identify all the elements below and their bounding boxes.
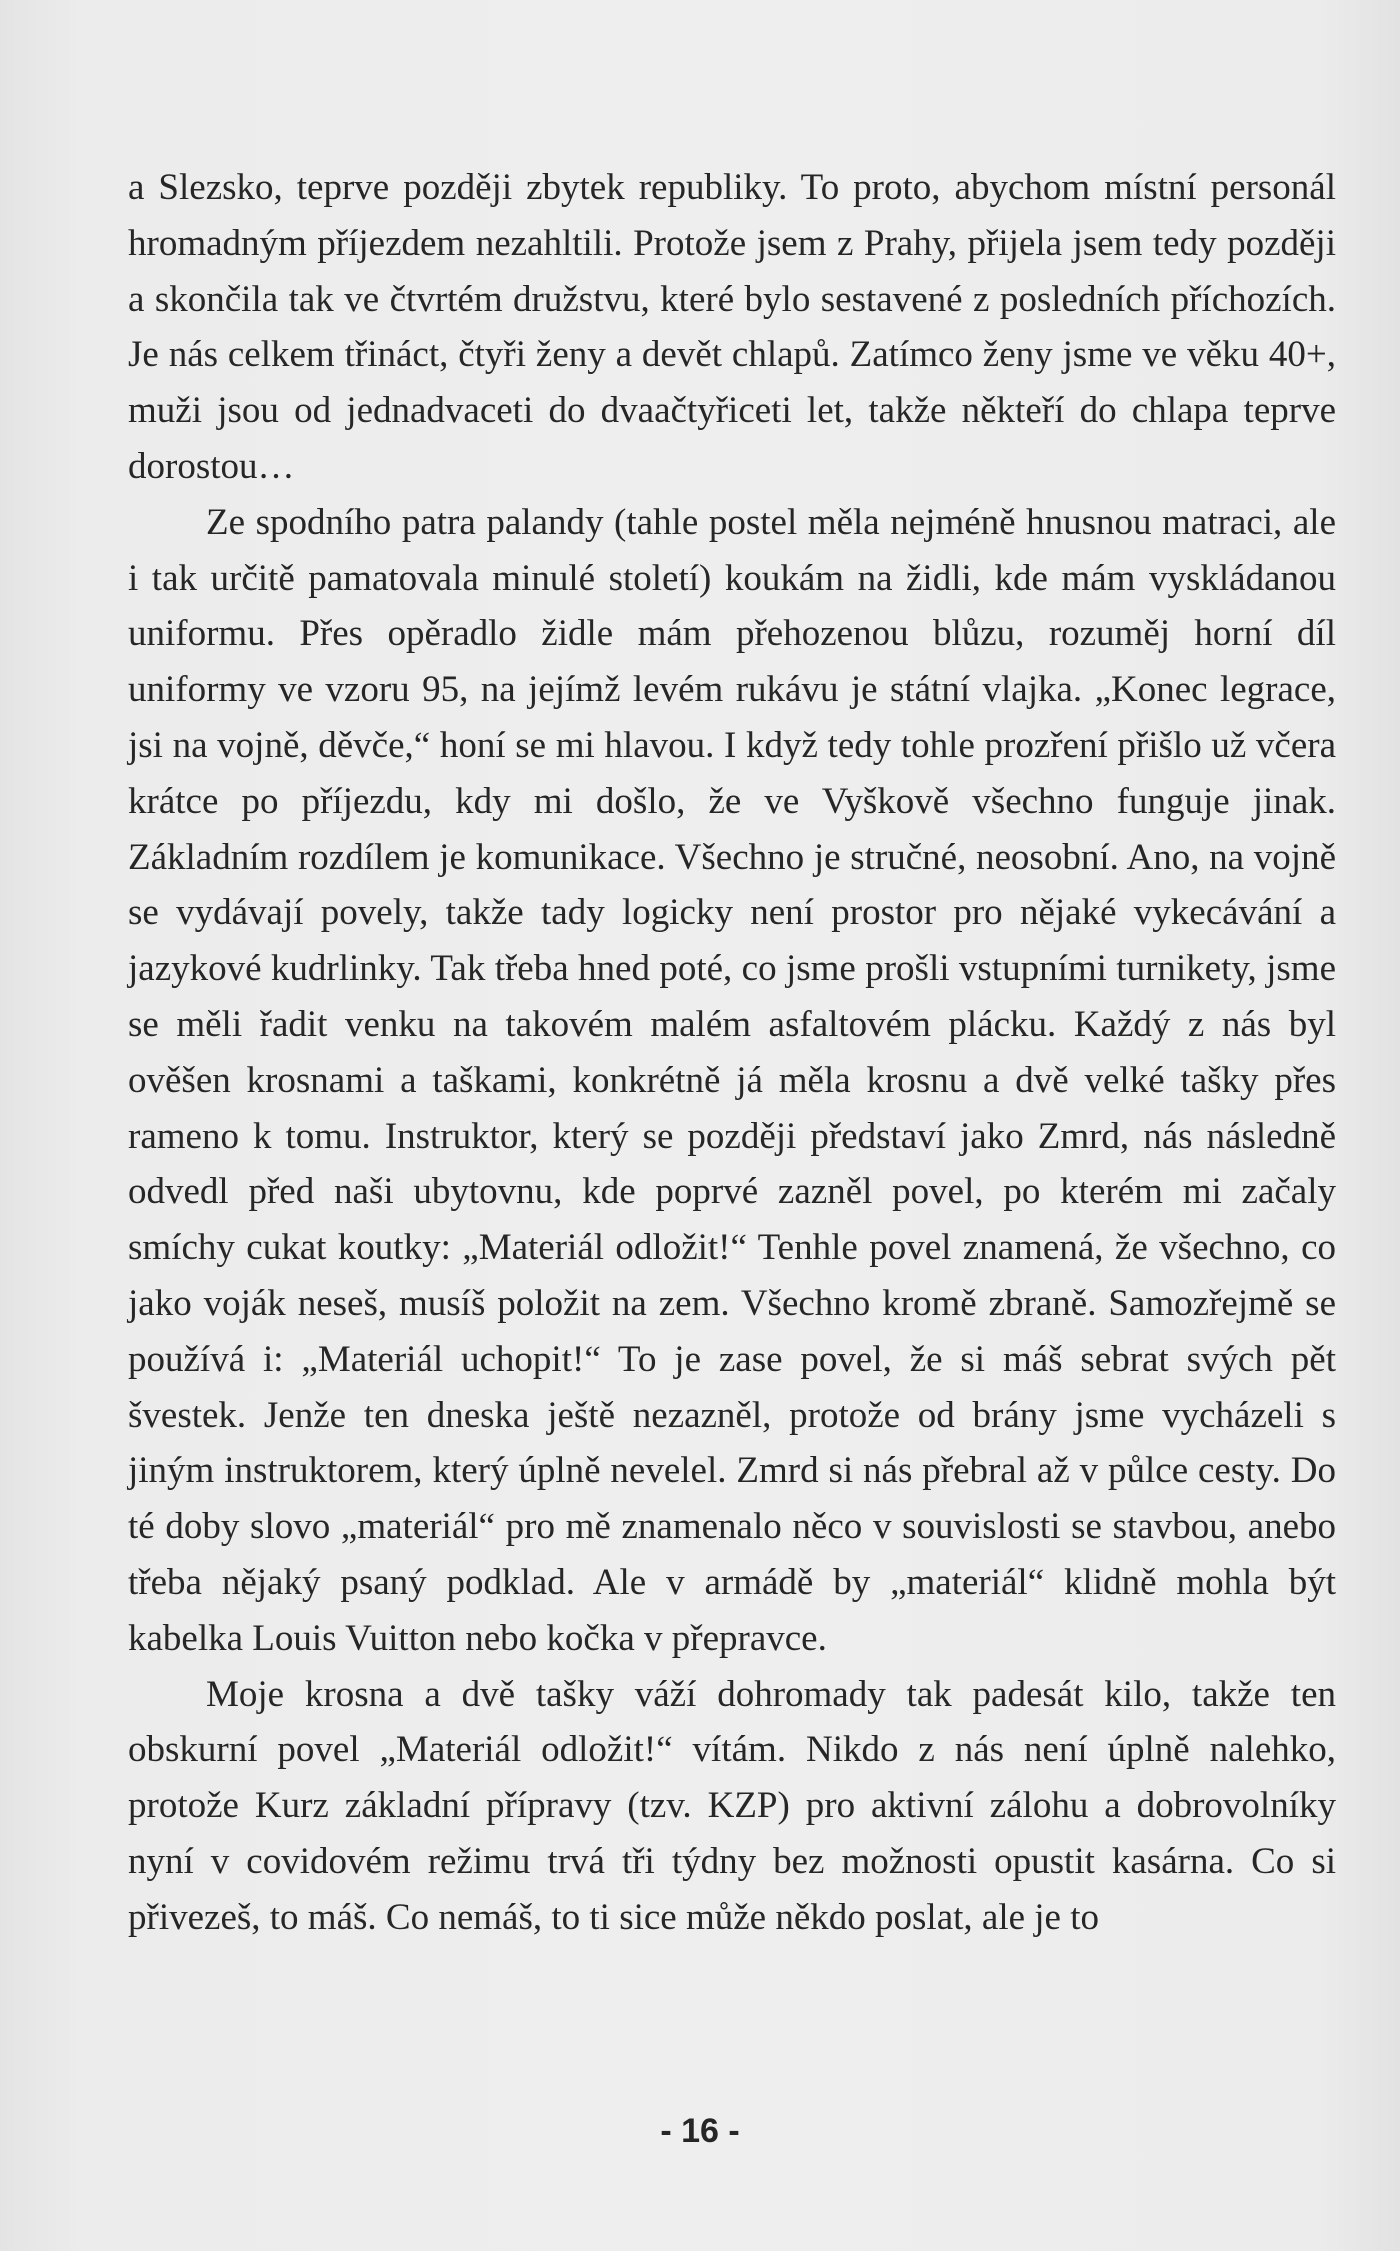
paragraph-uniform: Ze spodního patra palandy (tahle postel měla nejméně hnusnou matraci, ale i tak určitě pamatovala minulé století) koukám na židli, kde mám vyskládanou uniformu. Přes opěradlo židle mám přehozenou blůzu, rozuměj horní díl uniformy ve vzoru 95, na jejímž levém rukávu je státní vlajka. „Konec legrace, jsi na vojně, děvče,“ honí se mi hlavou. I když tedy tohle prozření přišlo už včera krátce po příjezdu, kdy mi došlo, že ve Vyškově všechno funguje jinak. Základním rozdílem je komunikace. Všechno je stručné, neosobní. Ano, na vojně se vydávají povely, takže tady logicky není prostor pro nějaké vykecávání a jazykové kudrlinky. Tak třeba hned poté, co jsme prošli vstupními turnikety, jsme se měli řadit venku na takovém malém asfaltovém plácku. Každý z nás byl ověšen krosnami a taškami, konkrétně já měla krosnu a dvě velké tašky přes rameno k tomu. Instruktor, který se později představí jako Zmrd, nás následně odvedl před naši ubytovnu, kde poprvé zazněl povel, po kterém mi začaly smíchy cukat koutky: „Materiál odložit!“ Tenhle povel znamená, že všechno, co jako voják neseš, musíš položit na zem. Všechno kromě zbraně. Samozřejmě se používá i: „Materiál uchopit!“ To je zase povel, že si máš sebrat svých pět švestek. Jenže ten dneska ještě nezazněl, protože od brány jsme vycházeli s jiným instruktorem, který úplně nevelel. Zmrd si nás přebral až v půlce cesty. Do té doby slovo „materiál“ pro mě znamenalo něco v souvislosti se stavbou, anebo třeba nějaký psaný podklad. Ale v armádě by „materiál“ klidně mohla být kabelka Louis Vuitton nebo kočka v přepravce. xyxy=(128,501,1336,1659)
paragraph-continuation: a Slezsko, teprve později zbytek republiky. To proto, abychom místní personál hromadným příjezdem nezahltili. Protože jsem z Prahy, přijela jsem tedy později a skončila tak ve čtvrtém družstvu, které bylo sestavené z posledních příchozích. Je nás celkem třináct, čtyři ženy a devět chlapů. Zatímco ženy jsme ve věku 40+, muži jsou od jednadvaceti do dvaačtyřiceti let, takže někteří do chlapa teprve dorostou… xyxy=(128,167,1336,487)
page-number: - 16 - xyxy=(660,2112,740,2150)
paragraph-backpack: Moje krosna a dvě tašky váží dohromady tak padesát kilo, takže ten obskurní povel „Materiál odložit!“ vítám. Nikdo z nás není úplně nalehko, protože Kurz základní přípravy (tzv. KZP) pro aktivní zálohu a dobrovolníky nyní v covidovém režimu trvá tři týdny bez možnosti opustit kasárna. Co si přivezeš, to máš. Co nemáš, to ti sice může někdo poslat, ale je to xyxy=(128,1673,1336,1938)
body-text xyxy=(128,160,1336,1946)
